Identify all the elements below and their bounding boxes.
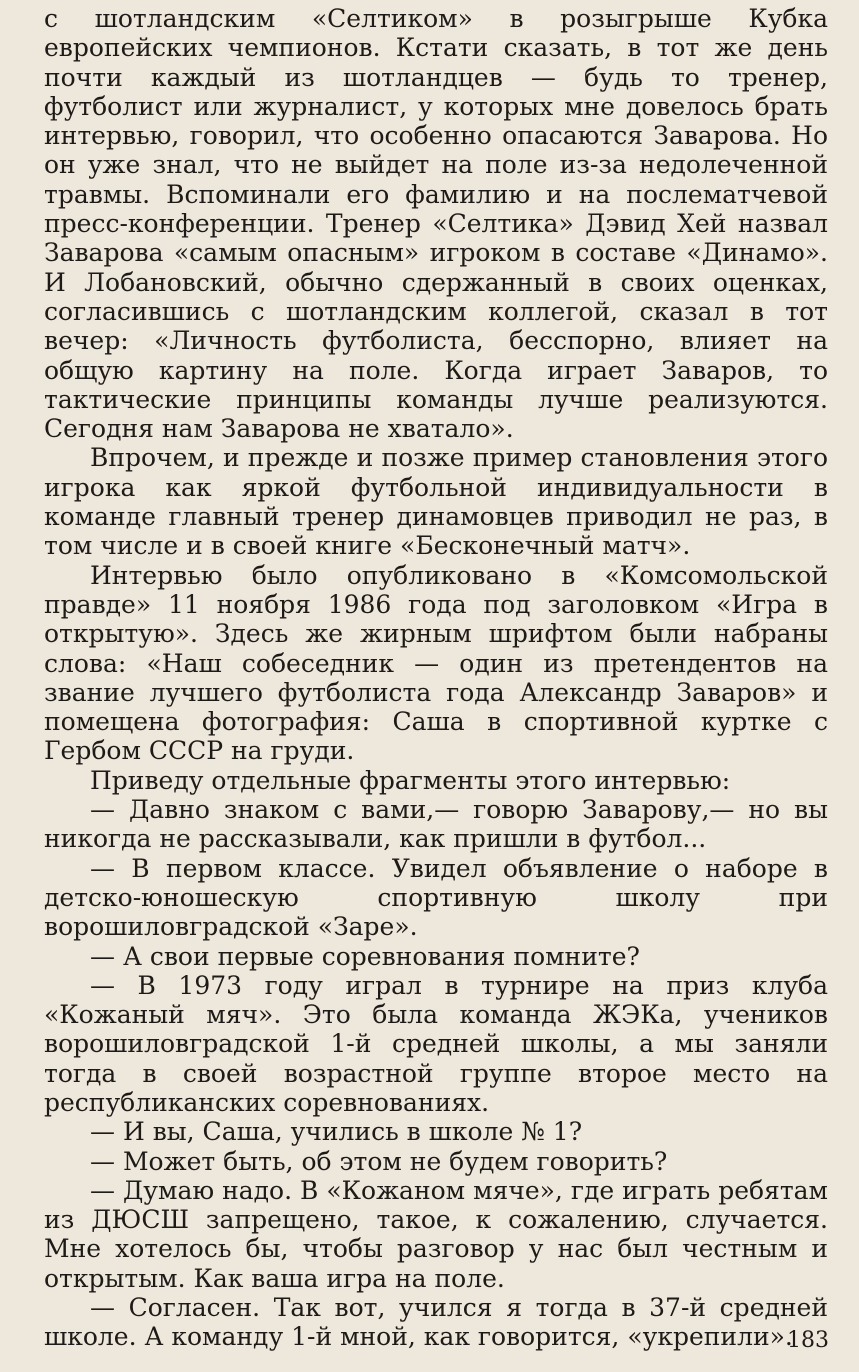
paragraph: Впрочем, и прежде и позже пример становления этого игрока как яркой футбольной индивидуальности в команде главный тренер динамовцев приводил не раз, в том числе и в своей книге «Бесконечный матч». (44, 443, 828, 561)
paragraph: Приведу отдельные фрагменты этого интервью: (90, 765, 731, 795)
dialogue-line: — И вы, Саша, учились в школе № 1? (90, 1117, 583, 1147)
dialogue-line: — Давно знаком с вами,— говорю Заварову,— но вы никогда не рассказывали, как пришли в футбол... (44, 795, 828, 854)
dialogue-line: — Думаю надо. В «Кожаном мяче», где играть ребятам из ДЮСШ запрещено, такое, к сожалению, случается. Мне хотелось бы, чтобы разговор у нас был честным и открытым. Как ваша игра на поле. (44, 1175, 828, 1293)
paragraph-continued: с шотландским «Селтиком» в розыгрыше Кубка европейских чемпионов. Кстати сказать, в тот же день почти каждый из шотландцев — будь то тренер, футболист или журналист, у которых мне довелось брать интервью, говорил, что особенно опасаются Заварова. Но он уже знал, что не выйдет на поле из-за недолеченной травмы. Вспоминали его фамилию и на послематчевой пресс-конференции. Тренер «Селтика» Дэвид Хей назвал Заварова «самым опасным» игроком в составе «Динамо». И Лобановский, обычно сдержанный в своих оценках, согласившись с шотландским коллегой, сказал в тот вечер: «Личность футболиста, бесспорно, влияет на общую картину на поле. Когда играет Заваров, то тактические принципы команды лучше реализуются. Сегодня нам Заварова не хватало». (44, 4, 828, 444)
dialogue-line: — Может быть, об этом не будем говорить? (90, 1146, 668, 1176)
dialogue-line: — В 1973 году играл в турнире на приз клуба «Кожаный мяч». Это была команда ЖЭКа, учеников ворошиловградской 1-й средней школы, а мы заняли тогда в своей возрастной группе второе место на республиканских соревнованиях. (44, 970, 828, 1117)
dialogue-line: — А свои первые соревнования помните? (90, 941, 640, 971)
page-number: 183 (787, 1328, 829, 1353)
paragraph: Интервью было опубликовано в «Комсомольской правде» 11 ноября 1986 года под заголовком «Игра в открытую». Здесь же жирным шрифтом были набраны слова: «Наш собеседник — один из претендентов на звание лучшего футболиста года Александр Заваров» и помещена фотография: Саша в спортивной куртке с Гербом СССР на груди. (44, 560, 828, 766)
dialogue-line: — Согласен. Так вот, учился я тогда в 37-й средней школе. А команду 1-й мной, как говорится, «укрепили». (44, 1293, 828, 1352)
dialogue-line: — В первом классе. Увидел объявление о наборе в детско-юношескую спортивную школу при ворошиловградской «Заре». (44, 853, 828, 942)
body-text (44, 4, 828, 1352)
